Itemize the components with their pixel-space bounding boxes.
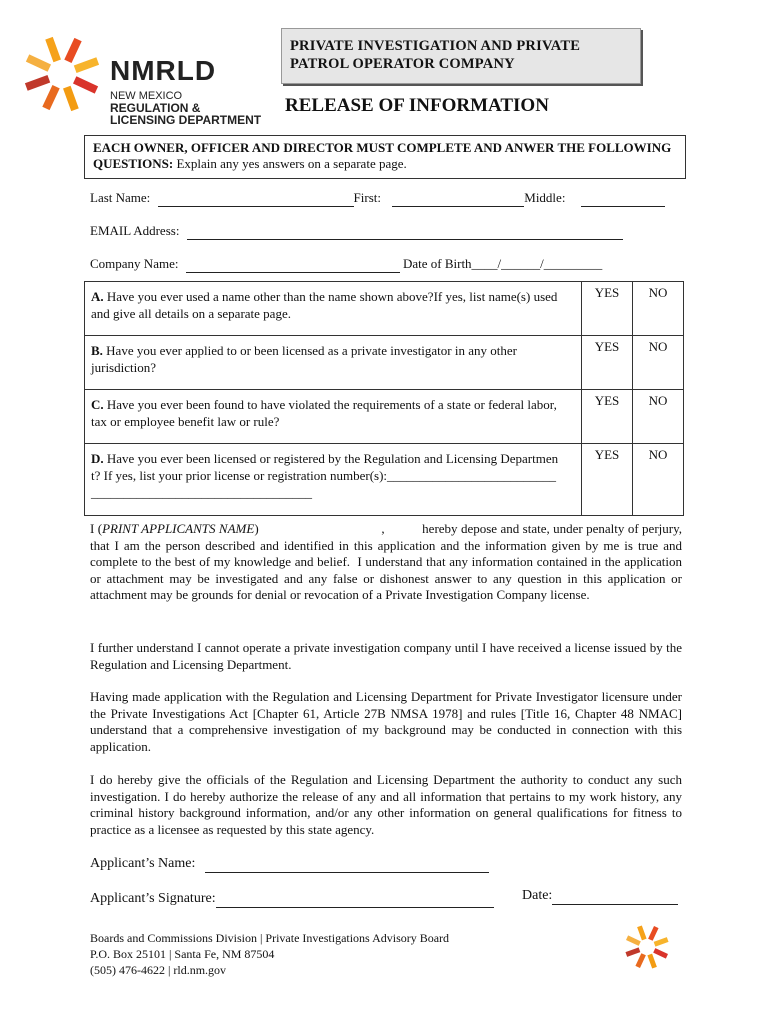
- yes-checkbox[interactable]: YES: [582, 282, 633, 336]
- declaration-text: ) , hereby depose and state, under penalty of perjury, that I am the person described and identified in this application and the information given by me is true and complete to the best of my knowledge and belief. I understand that any information contained in the application or attachment may be investigated and any false or dishonest answer to any question in this application or attachment may be grounds for denial or revocation of a Private Investigation Company license.: [90, 521, 686, 602]
- agency-line1: NEW MEXICO: [110, 90, 183, 102]
- last-name-field[interactable]: [158, 190, 354, 207]
- declaration-paragraph: [90, 521, 686, 604]
- form-title-box: [281, 28, 641, 84]
- logo-wordmark: NMRLD: [110, 55, 217, 86]
- agency-name: [110, 90, 261, 126]
- question-row: [85, 390, 684, 444]
- question-text: Have you ever been licensed or registered by the Regulation and Licensing Department? If yes, list your prior license or registration number(s):____________________________________________________________: [91, 451, 559, 500]
- first-name-field[interactable]: [392, 190, 524, 207]
- footer-line2: P.O. Box 25101 | Santa Fe, NM 87504: [90, 947, 275, 961]
- investigation-paragraph: Having made application with the Regulation and Licensing Department for Private Investigator licensure under the Private Investigations Act [Chapter 61, Article 27B NMSA 1978] and rules [Title 16, Chapter 48 NMAC] understand that a comprehensive investigation of my background may be conducted in connection with this application.: [90, 689, 682, 754]
- company-row: [90, 256, 602, 273]
- company-field[interactable]: [186, 256, 400, 273]
- date-row: [522, 888, 678, 905]
- dob-label[interactable]: Date of Birth____/______/_________: [402, 256, 603, 271]
- declaration-prefix: I (: [90, 521, 103, 536]
- footer-logo-icon: [622, 922, 672, 972]
- question-text: Have you ever applied to or been licensed as a private investigator in any other jurisdiction?: [91, 343, 517, 375]
- applicant-name-row: [90, 856, 489, 873]
- email-row: [90, 223, 623, 240]
- no-checkbox[interactable]: NO: [633, 282, 684, 336]
- no-checkbox[interactable]: NO: [633, 444, 684, 516]
- date-field[interactable]: [552, 888, 678, 905]
- yes-checkbox[interactable]: YES: [582, 390, 633, 444]
- agency-line2: REGULATION &: [110, 101, 201, 115]
- authorization-paragraph: I do hereby give the officials of the Regulation and Licensing Department the authority to conduct any such investigation. I do hereby authorize the release of any and all information that pertains to my work history, any criminal history background information, and/or any other information on general qualifications for fitness to practice as a licensee as requested by this state agency.: [90, 772, 682, 837]
- yes-checkbox[interactable]: YES: [582, 336, 633, 390]
- question-letter: B.: [91, 343, 103, 358]
- yes-checkbox[interactable]: YES: [582, 444, 633, 516]
- box-title-line1: PRIVATE INVESTIGATION AND PRIVATE: [290, 38, 581, 54]
- applicant-name-label: Applicant’s Name:: [90, 856, 196, 871]
- question-letter: A.: [91, 289, 104, 304]
- agency-line3: LICENSING DEPARTMENT: [110, 113, 262, 127]
- last-name-label: Last Name:: [90, 190, 151, 205]
- email-field[interactable]: [187, 223, 623, 240]
- footer-line3: (505) 476-4622 | rld.nm.gov: [90, 963, 227, 977]
- page-title: RELEASE OF INFORMATION: [285, 95, 549, 116]
- no-checkbox[interactable]: NO: [633, 390, 684, 444]
- signature-label: Applicant’s Signature:: [90, 891, 216, 906]
- instructions-rest: Explain any yes answers on a separate page.: [173, 156, 407, 171]
- footer-contact: [90, 930, 449, 978]
- question-row: [85, 336, 684, 390]
- signature-row: [90, 891, 494, 908]
- signature-field[interactable]: [216, 891, 494, 908]
- middle-name-field[interactable]: [581, 190, 665, 207]
- license-paragraph: I further understand I cannot operate a private investigation company until I have received a license issued by the Regulation and Licensing Department.: [90, 640, 682, 672]
- question-letter: D.: [91, 451, 104, 466]
- nmrld-logo-icon: [20, 32, 106, 112]
- print-name-label: PRINT APPLICANTS NAME: [102, 521, 255, 536]
- question-letter: C.: [91, 397, 104, 412]
- company-label: Company Name:: [90, 256, 179, 271]
- name-row: [90, 190, 665, 207]
- middle-name-label: Middle:: [524, 190, 566, 205]
- question-d: [85, 444, 582, 516]
- question-text: Have you ever used a name other than the name shown above?If yes, list name(s) used and give all details on a separate page.: [91, 289, 558, 321]
- applicant-name-field[interactable]: [205, 856, 489, 873]
- instructions-box: [84, 135, 686, 179]
- question-text: Have you ever been found to have violated the requirements of a state or federal labor, tax or employee benefit law or rule?: [91, 397, 557, 429]
- footer-line1: Boards and Commissions Division | Private Investigations Advisory Board: [90, 931, 450, 945]
- questions-table: [84, 281, 684, 516]
- question-row: [85, 444, 684, 516]
- box-title-line2: PATROL OPERATOR COMPANY: [290, 56, 515, 72]
- date-label: Date:: [522, 888, 553, 903]
- question-b: [85, 336, 582, 390]
- question-c: [85, 390, 582, 444]
- question-a: [85, 282, 582, 336]
- instructions-bold: EACH OWNER, OFFICER AND DIRECTOR MUST COMPLETE AND ANWER THE FOLLOWING QUESTIONS:: [93, 140, 672, 171]
- question-row: [85, 282, 684, 336]
- email-label: EMAIL Address:: [90, 223, 180, 238]
- first-name-label: First:: [353, 190, 382, 205]
- no-checkbox[interactable]: NO: [633, 336, 684, 390]
